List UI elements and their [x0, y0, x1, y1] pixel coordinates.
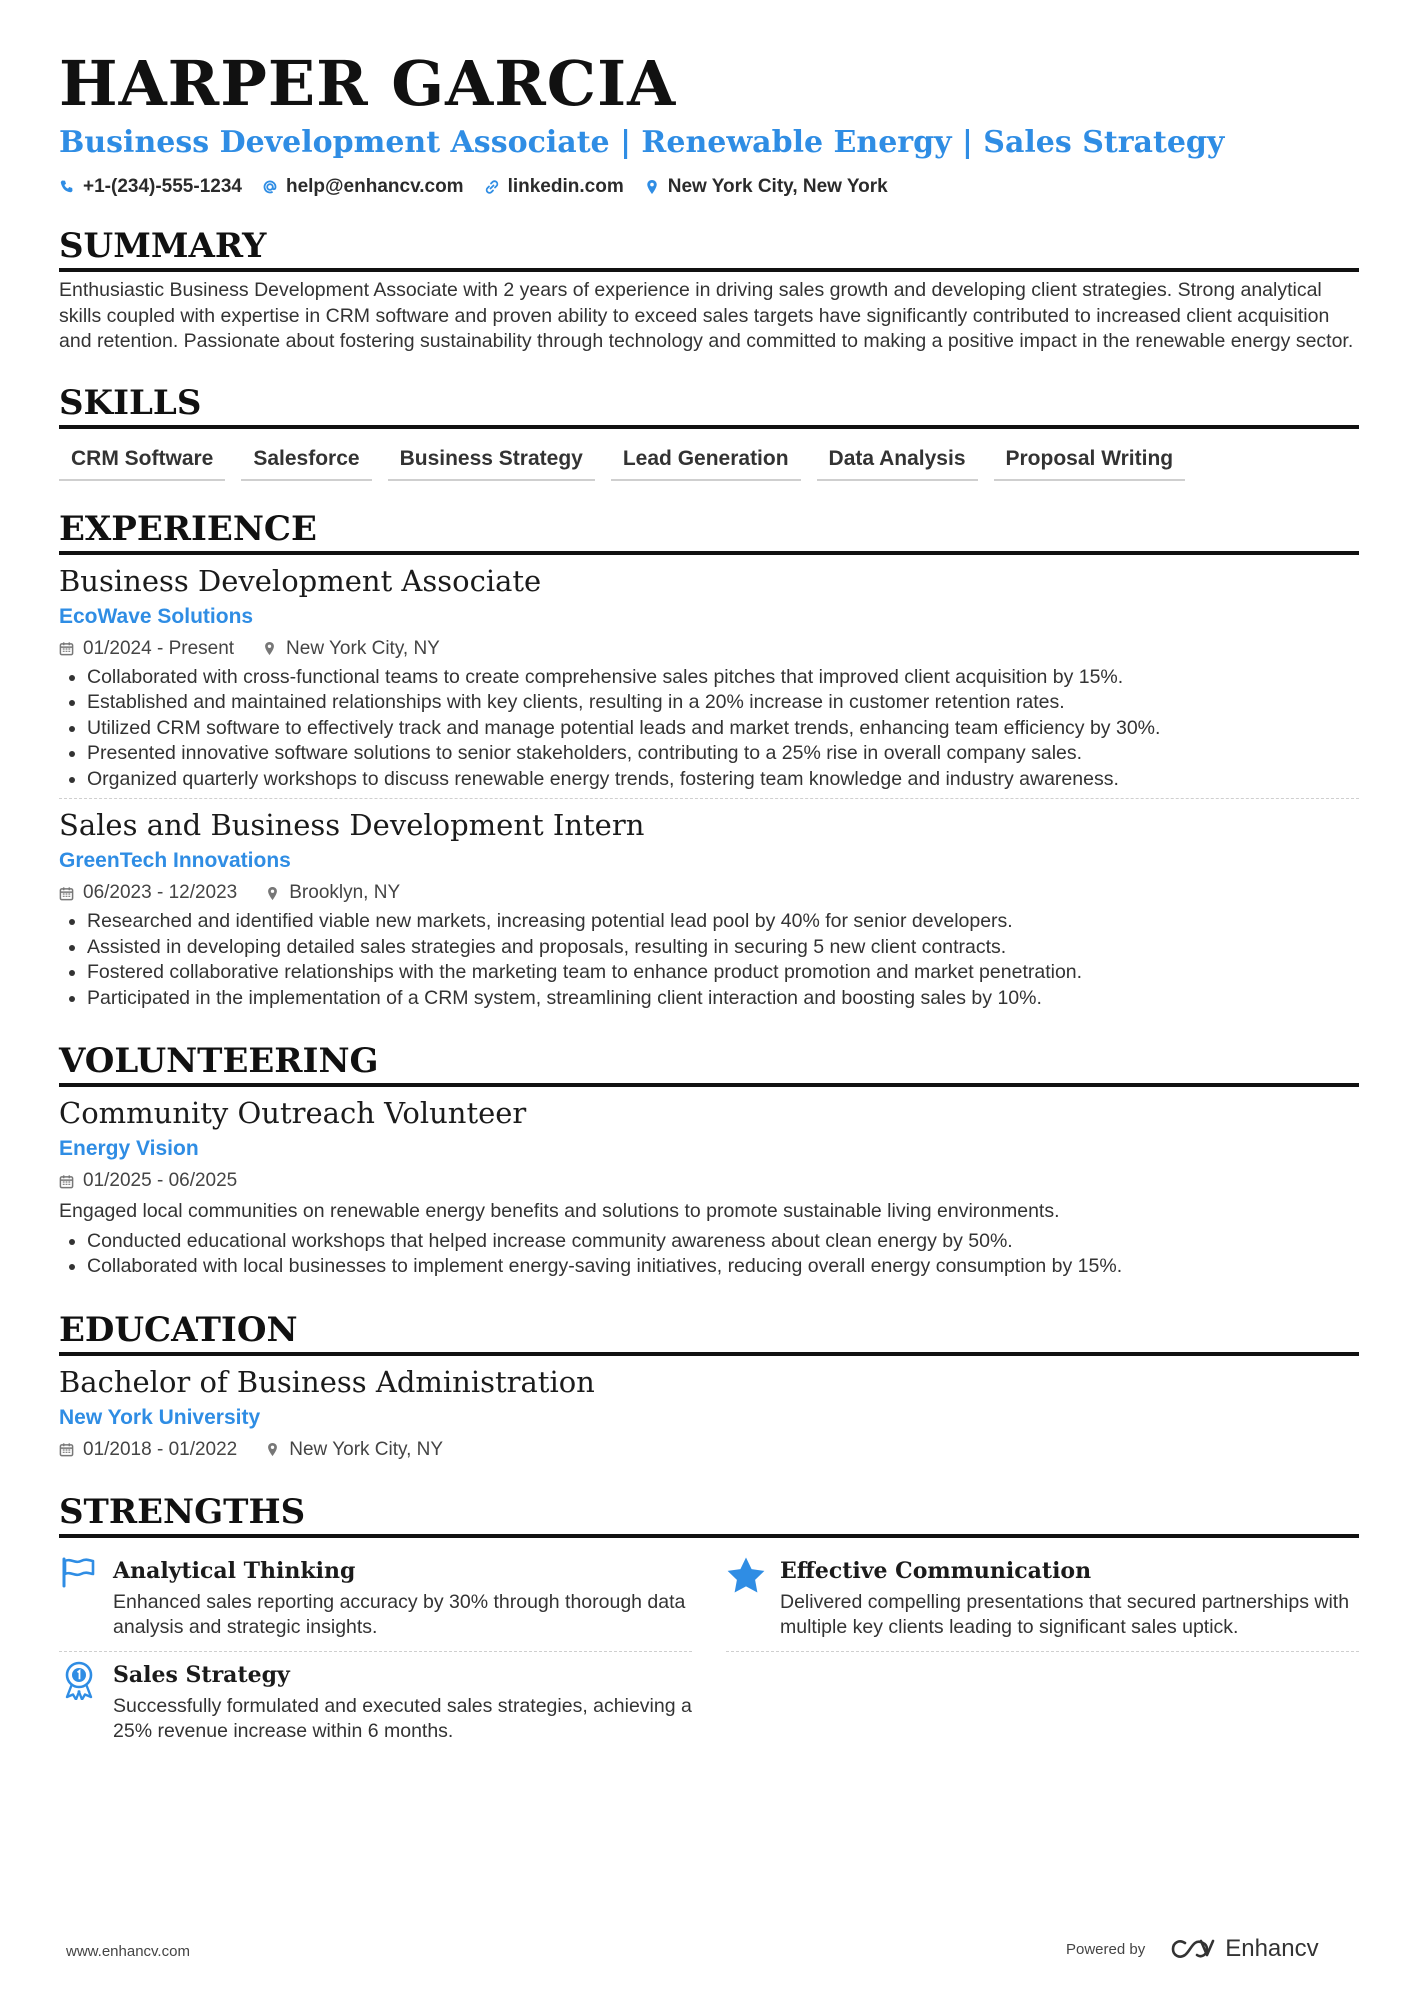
education-location: [265, 1438, 443, 1462]
strength-title: Analytical Thinking: [113, 1557, 356, 1584]
volunteer-role: Community Outreach Volunteer: [59, 1096, 527, 1130]
phone-text: +1-(234)-555-1234: [83, 176, 242, 197]
location-text: Brooklyn, NY: [289, 882, 401, 903]
dates-text: 01/2025 - 06/2025: [83, 1170, 238, 1191]
company-name: GreenTech Innovations: [59, 849, 291, 872]
education-section: [59, 1310, 1359, 1462]
bullet-item: • Presented innovative software solutions to senior stakeholders, contributing to a 25% rise in overall company sales.: [87, 741, 1359, 767]
candidate-name: HARPER GARCIA: [59, 47, 677, 120]
experience-title: EXPERIENCE: [59, 509, 1359, 555]
bullet-item: • Collaborated with cross-functional teams to create comprehensive sales pitches that improved client acquisition by 15%.: [87, 665, 1359, 691]
bullet-item: • Established and maintained relationships with key clients, resulting in a 20% increase in customer retention rates.: [87, 690, 1359, 716]
location-pin-icon: [265, 886, 280, 901]
strength-item: [59, 1652, 692, 1753]
bullet-item: • Conducted educational workshops that helped increase community awareness about clean energy by 50%.: [87, 1229, 1359, 1255]
powered-by-label: Powered by: [1066, 1940, 1146, 1958]
school-name: New York University: [59, 1405, 261, 1429]
summary-text: Enthusiastic Business Development Associate with 2 years of experience in driving sales growth and developing client strategies. Strong analytical skills coupled with expertise in CRM software and proven ability to exceed sales targets have significantly contributed to increased client acquisition and retention. Passionate about fostering sustainability through technology and committed to making a positive impact in the renewable energy sector.: [59, 279, 1354, 352]
job-bullets: [59, 665, 1359, 793]
footer-branding: [1066, 1935, 1319, 1963]
volunteer-description: Engaged local communities on renewable energy benefits and solutions to promote sustainable living environments.: [59, 1200, 1060, 1222]
location-pin-icon: [265, 1442, 280, 1457]
volunteering-title: VOLUNTEERING: [59, 1041, 1359, 1087]
contact-phone[interactable]: [59, 176, 242, 198]
calendar-icon: [59, 1174, 74, 1189]
strengths-grid: [59, 1548, 1359, 1753]
degree: Bachelor of Business Administration: [59, 1364, 595, 1399]
summary-title: SUMMARY: [59, 226, 1359, 272]
entry-divider: [59, 798, 1359, 799]
skills-section: [59, 383, 1359, 481]
experience-section: [59, 509, 1359, 1012]
skill-tag: Data Analysis: [817, 441, 978, 481]
skills-list: [59, 441, 1359, 481]
strength-description: Enhanced sales reporting accuracy by 30% through thorough data analysis and strategic insights.: [113, 1590, 686, 1638]
contact-location: [644, 176, 888, 198]
calendar-icon: [59, 641, 74, 656]
enhancv-logo-icon: [1171, 1938, 1215, 1960]
location-pin-icon: [262, 641, 277, 656]
bullet-item: • Organized quarterly workshops to discuss renewable energy trends, fostering team knowledge and industry awareness.: [87, 767, 1359, 793]
bullet-item: • Researched and identified viable new markets, increasing potential lead pool by 40% for senior developers.: [87, 909, 1359, 935]
star-icon: [726, 1556, 766, 1596]
skill-tag: Lead Generation: [611, 441, 801, 481]
volunteer-meta: [59, 1169, 1359, 1193]
volunteer-dates: [59, 1169, 237, 1193]
link-icon: [484, 179, 500, 195]
location-text: New York City, New York: [667, 176, 888, 197]
resume-page: [59, 48, 1359, 1753]
skill-tag: Salesforce: [241, 441, 371, 481]
bullet-item: • Participated in the implementation of a CRM system, streamlining client interaction and boosting sales by 10%.: [87, 986, 1359, 1012]
dates-text: 01/2024 - Present: [83, 637, 235, 659]
strength-item: [726, 1548, 1359, 1652]
job-meta: [59, 637, 1359, 661]
location-pin-icon: [644, 179, 660, 195]
at-icon: [262, 179, 278, 195]
enhancv-logo[interactable]: [1171, 1935, 1318, 1963]
job-bullets: [59, 909, 1359, 1011]
volunteer-bullets: [59, 1229, 1359, 1280]
education-meta: [59, 1438, 1359, 1462]
headline: Business Development Associate | Renewable Energy | Sales Strategy: [59, 125, 1225, 160]
job-location: [262, 637, 440, 661]
calendar-icon: [59, 1442, 74, 1457]
bullet-item: • Fostered collaborative relationships with the marketing team to enhance product promotion and market penetration.: [87, 960, 1359, 986]
summary-section: [59, 226, 1359, 355]
strength-title: Sales Strategy: [113, 1661, 290, 1688]
location-text: New York City, NY: [286, 637, 440, 659]
contact-linkedin[interactable]: [484, 176, 624, 198]
brand-name: Enhancv: [1225, 1935, 1319, 1962]
volunteer-org: Energy Vision: [59, 1137, 199, 1160]
strengths-title: STRENGTHS: [59, 1492, 1359, 1538]
job-title: Sales and Business Development Intern: [59, 808, 645, 842]
dates-text: 06/2023 - 12/2023: [83, 882, 238, 903]
skill-tag: Business Strategy: [388, 441, 595, 481]
strength-title: Effective Communication: [780, 1557, 1092, 1584]
bullet-item: • Collaborated with local businesses to implement energy-saving initiatives, reducing overall energy consumption by 15%.: [87, 1254, 1359, 1280]
email-text: help@enhancv.com: [285, 176, 464, 197]
job-meta: [59, 881, 1359, 905]
job-location: [265, 881, 400, 905]
skills-title: SKILLS: [59, 383, 1359, 429]
linkedin-text: linkedin.com: [507, 176, 624, 197]
job-dates: [59, 637, 234, 661]
strength-item: [59, 1548, 692, 1652]
contact-email[interactable]: [262, 176, 464, 198]
footer-website[interactable]: www.enhancv.com: [66, 1943, 190, 1960]
strengths-section: [59, 1492, 1359, 1753]
location-text: New York City, NY: [289, 1438, 444, 1460]
flag-icon: [59, 1556, 99, 1596]
volunteering-section: [59, 1041, 1359, 1280]
calendar-icon: [59, 886, 74, 901]
education-title: EDUCATION: [59, 1310, 1359, 1356]
bullet-item: • Assisted in developing detailed sales strategies and proposals, resulting in securing 5 new client contracts.: [87, 935, 1359, 961]
strength-description: Successfully formulated and executed sales strategies, achieving a 25% revenue increase within 6 months.: [113, 1694, 692, 1742]
skill-tag: CRM Software: [59, 441, 225, 481]
job-title: Business Development Associate: [59, 563, 542, 598]
experience-entry: [59, 563, 1359, 800]
medal-icon: [59, 1660, 99, 1700]
education-dates: [59, 1438, 237, 1462]
bullet-item: • Utilized CRM software to effectively track and manage potential leads and market trends, enhancing team efficiency by 30%.: [87, 716, 1359, 742]
company-name: EcoWave Solutions: [59, 604, 254, 628]
strength-description: Delivered compelling presentations that secured partnerships with multiple key clients leading to significant sales uptick.: [780, 1590, 1350, 1638]
contact-row: [59, 176, 1359, 198]
experience-entry: [59, 807, 1359, 1011]
dates-text: 01/2018 - 01/2022: [83, 1438, 238, 1460]
job-dates: [59, 881, 237, 905]
skill-tag: Proposal Writing: [994, 441, 1186, 481]
phone-icon: [59, 179, 75, 195]
